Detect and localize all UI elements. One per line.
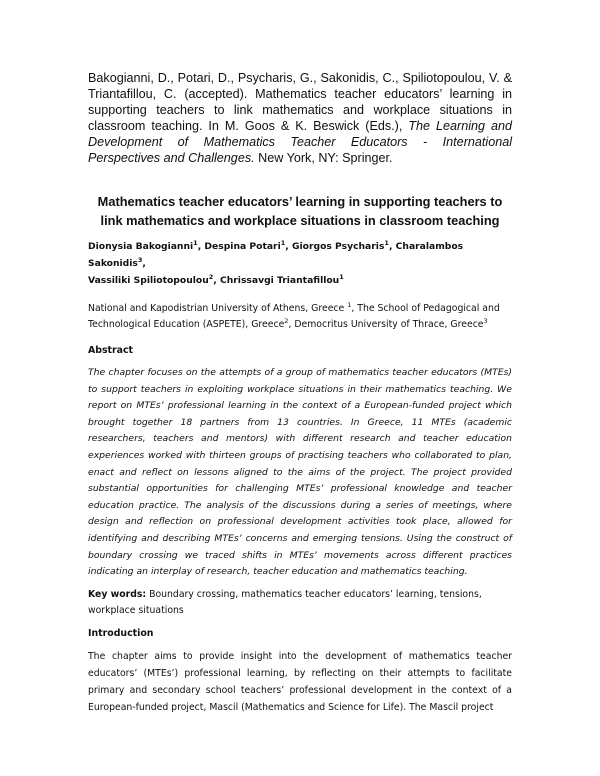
author-affiliation-mark: 1 [384,238,389,247]
citation [88,70,512,166]
citation-authors-text: Bakogianni, D., Potari, D., Psycharis, G., Sakonidis, C., Spiliotopoulou, V. & Triantafillou, C. (accepted). Mathematics teacher educators’ learning in supporting teachers to link mathematics and workplace situations in classroom teaching. In M. Goos & K. Beswick (Eds.), [88,71,512,133]
author-name: Giorgos Psycharis [291,241,385,252]
affiliation: The School of Pedagogical and Technological Education (ASPETE), Greece [88,303,500,330]
abstract-text: The chapter focuses on the attempts of a group of mathematics teacher educators (MTEs) to support teachers in exploiting workplace situations in their mathematics teaching. We report on MTEs’ professional learning in the context of a European-funded project which brought together 18 partners from 13 countries. In Greece, 11 MTEs (academic researchers, teachers and mentors) with different research and teacher education experiences worked with thirteen groups of practising teachers who collaborated to plan, enact and reflect on lessons aligned to the aims of the project. The project provided substantial opportunities for challenging MTEs’ professional knowledge and teacher education practice. The analysis of the discussions during a series of meetings, where design and reflection on professional development activities took place, allowed for identifying and describing MTEs’ concerns and emerging tensions. Using the construct of boundary crossing we traced shifts in MTEs’ movements across different practices indicating an interplay of research, teacher education and mathematics teaching. [88,367,512,578]
keywords [88,587,512,620]
author-name: Chrissavgi Triantafillou [219,275,340,286]
author-name: Charalambos Sakonidis [88,241,464,269]
affiliation-mark: 3 [483,316,488,325]
paper-title: Mathematics teacher educators’ learning in supporting teachers to link mathematics and workplace situations in classroom teaching [97,194,503,228]
author-affiliation-mark: 2 [208,272,214,281]
affiliation-mark: 1 [347,300,352,309]
author-name: Vassiliki Spiliotopoulou [88,275,209,286]
affiliation: Democritus University of Thrace, Greece [294,319,484,330]
author-name: Dionysia Bakogianni [88,241,194,252]
author-name: Despina Potari [204,241,281,252]
citation-book-title: The Learning and Development of Mathematics Teacher Educators - International Perspectives and Challenges. [88,119,512,165]
author-list: Dionysia Bakogianni$^1$, Despina Potari$^1$, Giorgos Psycharis$^1$, Charalambos Sakonidis$^3$, Vassiliki Spiliotopoulou$^2$, Chrissavgi Triantafillou$^1$ [88,238,464,286]
affiliation-list: National and Kapodistrian University of Athens, Greece $^1$, The School of Pedagogical and Technological Education (ASPETE), Greece$^2$, Democritus University of Thrace, Greece$^3$ [88,300,500,330]
author-affiliation-mark: 1 [280,238,286,247]
author-affiliation-mark: 1 [339,272,344,281]
affiliation: National and Kapodistrian University of Athens, Greece [88,303,345,314]
keywords-text: Boundary crossing, mathematics teacher educators’ learning, tensions, workplace situations [88,588,482,617]
affiliation-mark: 2 [284,316,289,325]
citation-publisher: New York, NY: Springer. [254,151,393,165]
abstract-heading: Abstract [88,345,134,356]
introduction-text: The chapter aims to provide insight into the development of mathematics teacher educators’ (MTEs’) professional learning, by reflecting on their attempts to facilitate primary and secondary school teachers’ professional development in the context of a European-funded project, Mascil (Mathematics and Science for Life). The Mascil project [88,650,512,713]
author-affiliation-mark: 1 [193,238,198,247]
introduction-heading: Introduction [88,627,154,639]
author-affiliation-mark: 3 [137,255,143,264]
keywords-label: Key words: [88,588,147,600]
